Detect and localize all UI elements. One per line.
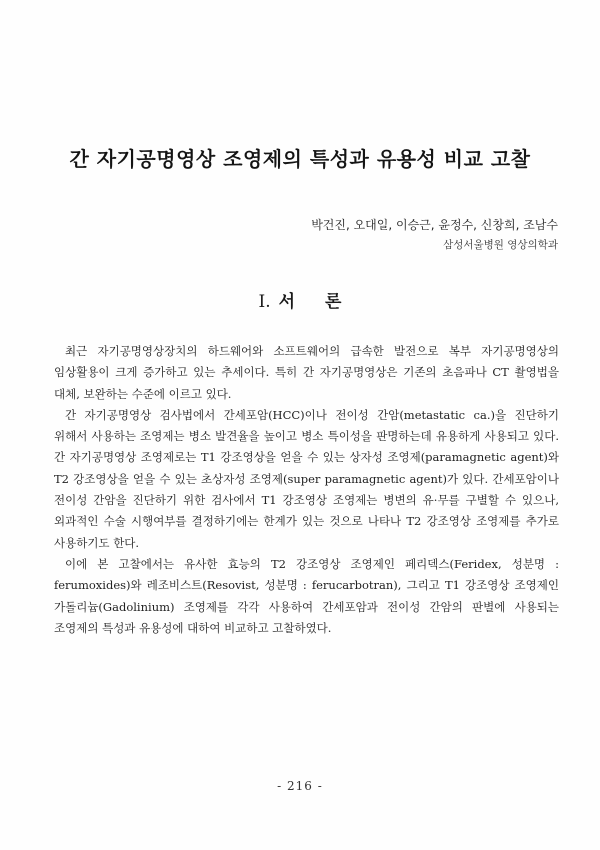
section-number: I. xyxy=(258,292,271,312)
section-title-part1: 서 xyxy=(278,292,296,312)
section-heading xyxy=(0,287,600,312)
paper-title: 간 자기공명영상 조영제의 특성과 유용성 비교 고찰 xyxy=(69,147,531,171)
author-affiliation: 삼성서울병원 영상의학과 xyxy=(443,239,558,251)
page-number: - 216 - xyxy=(277,779,323,793)
body-paragraph: 간 자기공명영상 검사법에서 간세포암(HCC)이나 전이성 간암(metastatic ca.)을 진단하기 위해서 사용하는 조영제는 병소 발견율을 높이고 병소 특이성을 판명하는데 유용하게 사용되고 있다. 간 자기공명영상 조영제로는 T1 강조영상을 얻을 수 있는 상자성 조영제(paramagnetic agent)와 T2 강조영상을 얻을 수 있는 초상자성 조영제(super paramagnetic agent)가 있다. 간세포암이나 전이성 간암을 진단하기 위한 검사에서 T1 강조영상 조영제는 병변의 유·무를 구별할 수 있으나, 외과적인 수술 시행여부를 결정하기에는 한계가 있는 것으로 나타나 T2 강조영상 조영제를 추가로 사용하기도 한다. xyxy=(54,407,559,550)
section-body xyxy=(54,341,559,639)
section-title-part2: 론 xyxy=(325,292,342,312)
body-paragraph: 이에 본 고찰에서는 유사한 효능의 T2 강조영상 조영제인 페리덱스(Feridex, 성분명 : ferumoxides)와 레조비스트(Resovist, 성분명 : ferucarbotran), 그리고 T1 강조영상 조영제인 가돌리늄(Gadolinium) 조영제를 각각 사용하여 간세포암과 전이성 간암의 판별에 사용되는 조영제의 특성과 유용성에 대하여 비교하고 고찰하였다. xyxy=(54,556,559,635)
body-paragraph: 최근 자기공명영상장치의 하드웨어와 소프트웨어의 급속한 발전으로 복부 자기공명영상의 임상활용이 크게 증가하고 있는 추세이다. 특히 간 자기공명영상은 기존의 초음파나 CT 촬영법을 대체, 보완하는 수준에 이르고 있다. xyxy=(54,344,559,401)
author-list: 박건진, 오대일, 이승근, 윤정수, 신창희, 조남수 xyxy=(311,218,558,232)
